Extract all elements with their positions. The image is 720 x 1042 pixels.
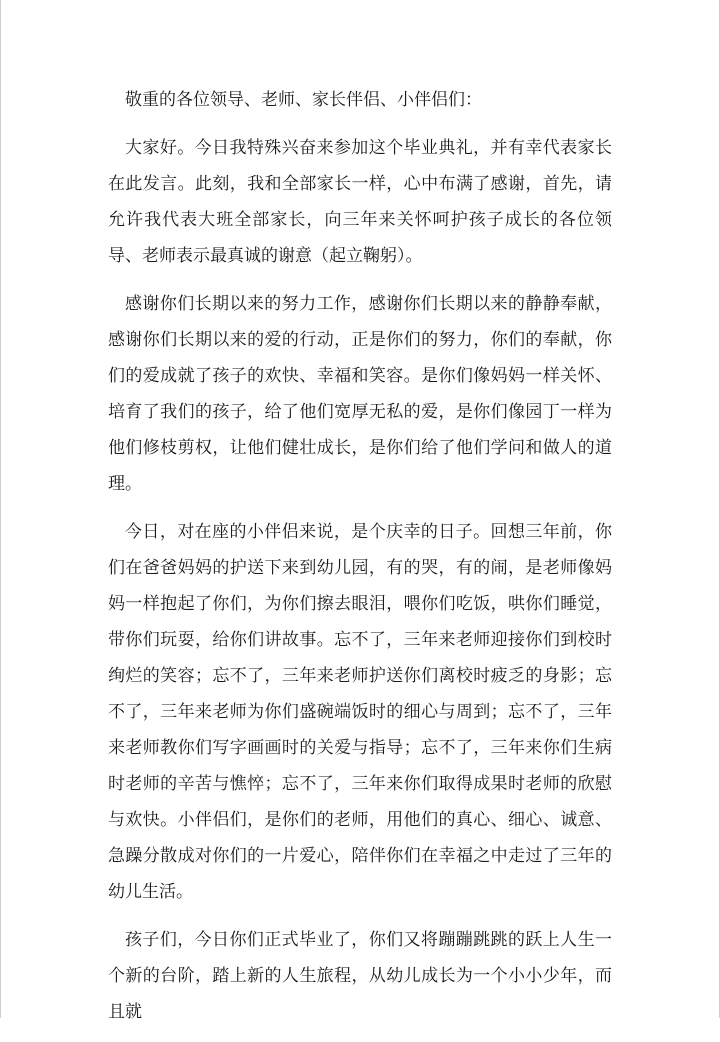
document-body xyxy=(108,82,612,1042)
paragraph-graduation: 孩子们，今日你们正式毕业了，你们又将蹦蹦跳跳的跃上人生一个新的台阶，踏上新的人生旅程，从幼儿成长为一个小小少年，而且就 xyxy=(108,930,612,1022)
greeting-line: 敬重的各位领导、老师、家长伴侣、小伴侣们： xyxy=(125,90,482,110)
paragraph-memories: 今日，对在座的小伴侣来说，是个庆幸的日子。回想三年前，你们在爸爸妈妈的护送下来到幼儿园，有的哭，有的闹，是老师像妈妈一样抱起了你们，为你们擦去眼泪，喂你们吃饭，哄你们睡觉，带你们玩耍，给你们讲故事。忘不了，三年来老师迎接你们到校时绚烂的笑容；忘不了，三年来老师护送你们离校时疲乏的身影；忘不了，三年来老师为你们盛碗端饭时的细心与周到；忘不了，三年来老师教你们写字画画时的关爱与指导；忘不了，三年来你们生病时老师的辛苦与憔悴；忘不了，三年来你们取得成果时老师的欣慰与欢快。小伴侣们，是你们的老师，用他们的真心、细心、诚意、急躁分散成对你们的一片爱心，陪伴你们在幸福之中走过了三年的幼儿生活。 xyxy=(108,522,612,902)
paragraph-opening: 大家好。今日我特殊兴奋来参加这个毕业典礼，并有幸代表家长在此发言。此刻，我和全部家长一样，心中布满了感谢，首先，请允许我代表大班全部家长，向三年来关怀呵护孩子成长的各位领导、老师表示最真诚的谢意（起立鞠躬）。 xyxy=(108,138,612,266)
paragraph-thanks: 感谢你们长期以来的努力工作，感谢你们长期以来的静静奉献，感谢你们长期以来的爱的行动，正是你们的努力，你们的奉献，你们的爱成就了孩子的欢快、幸福和笑容。是你们像妈妈一样关怀、培育了我们的孩子，给了他们宽厚无私的爱，是你们像园丁一样为他们修枝剪权，让他们健壮成长，是你们给了他们学问和做人的道理。 xyxy=(108,294,612,494)
